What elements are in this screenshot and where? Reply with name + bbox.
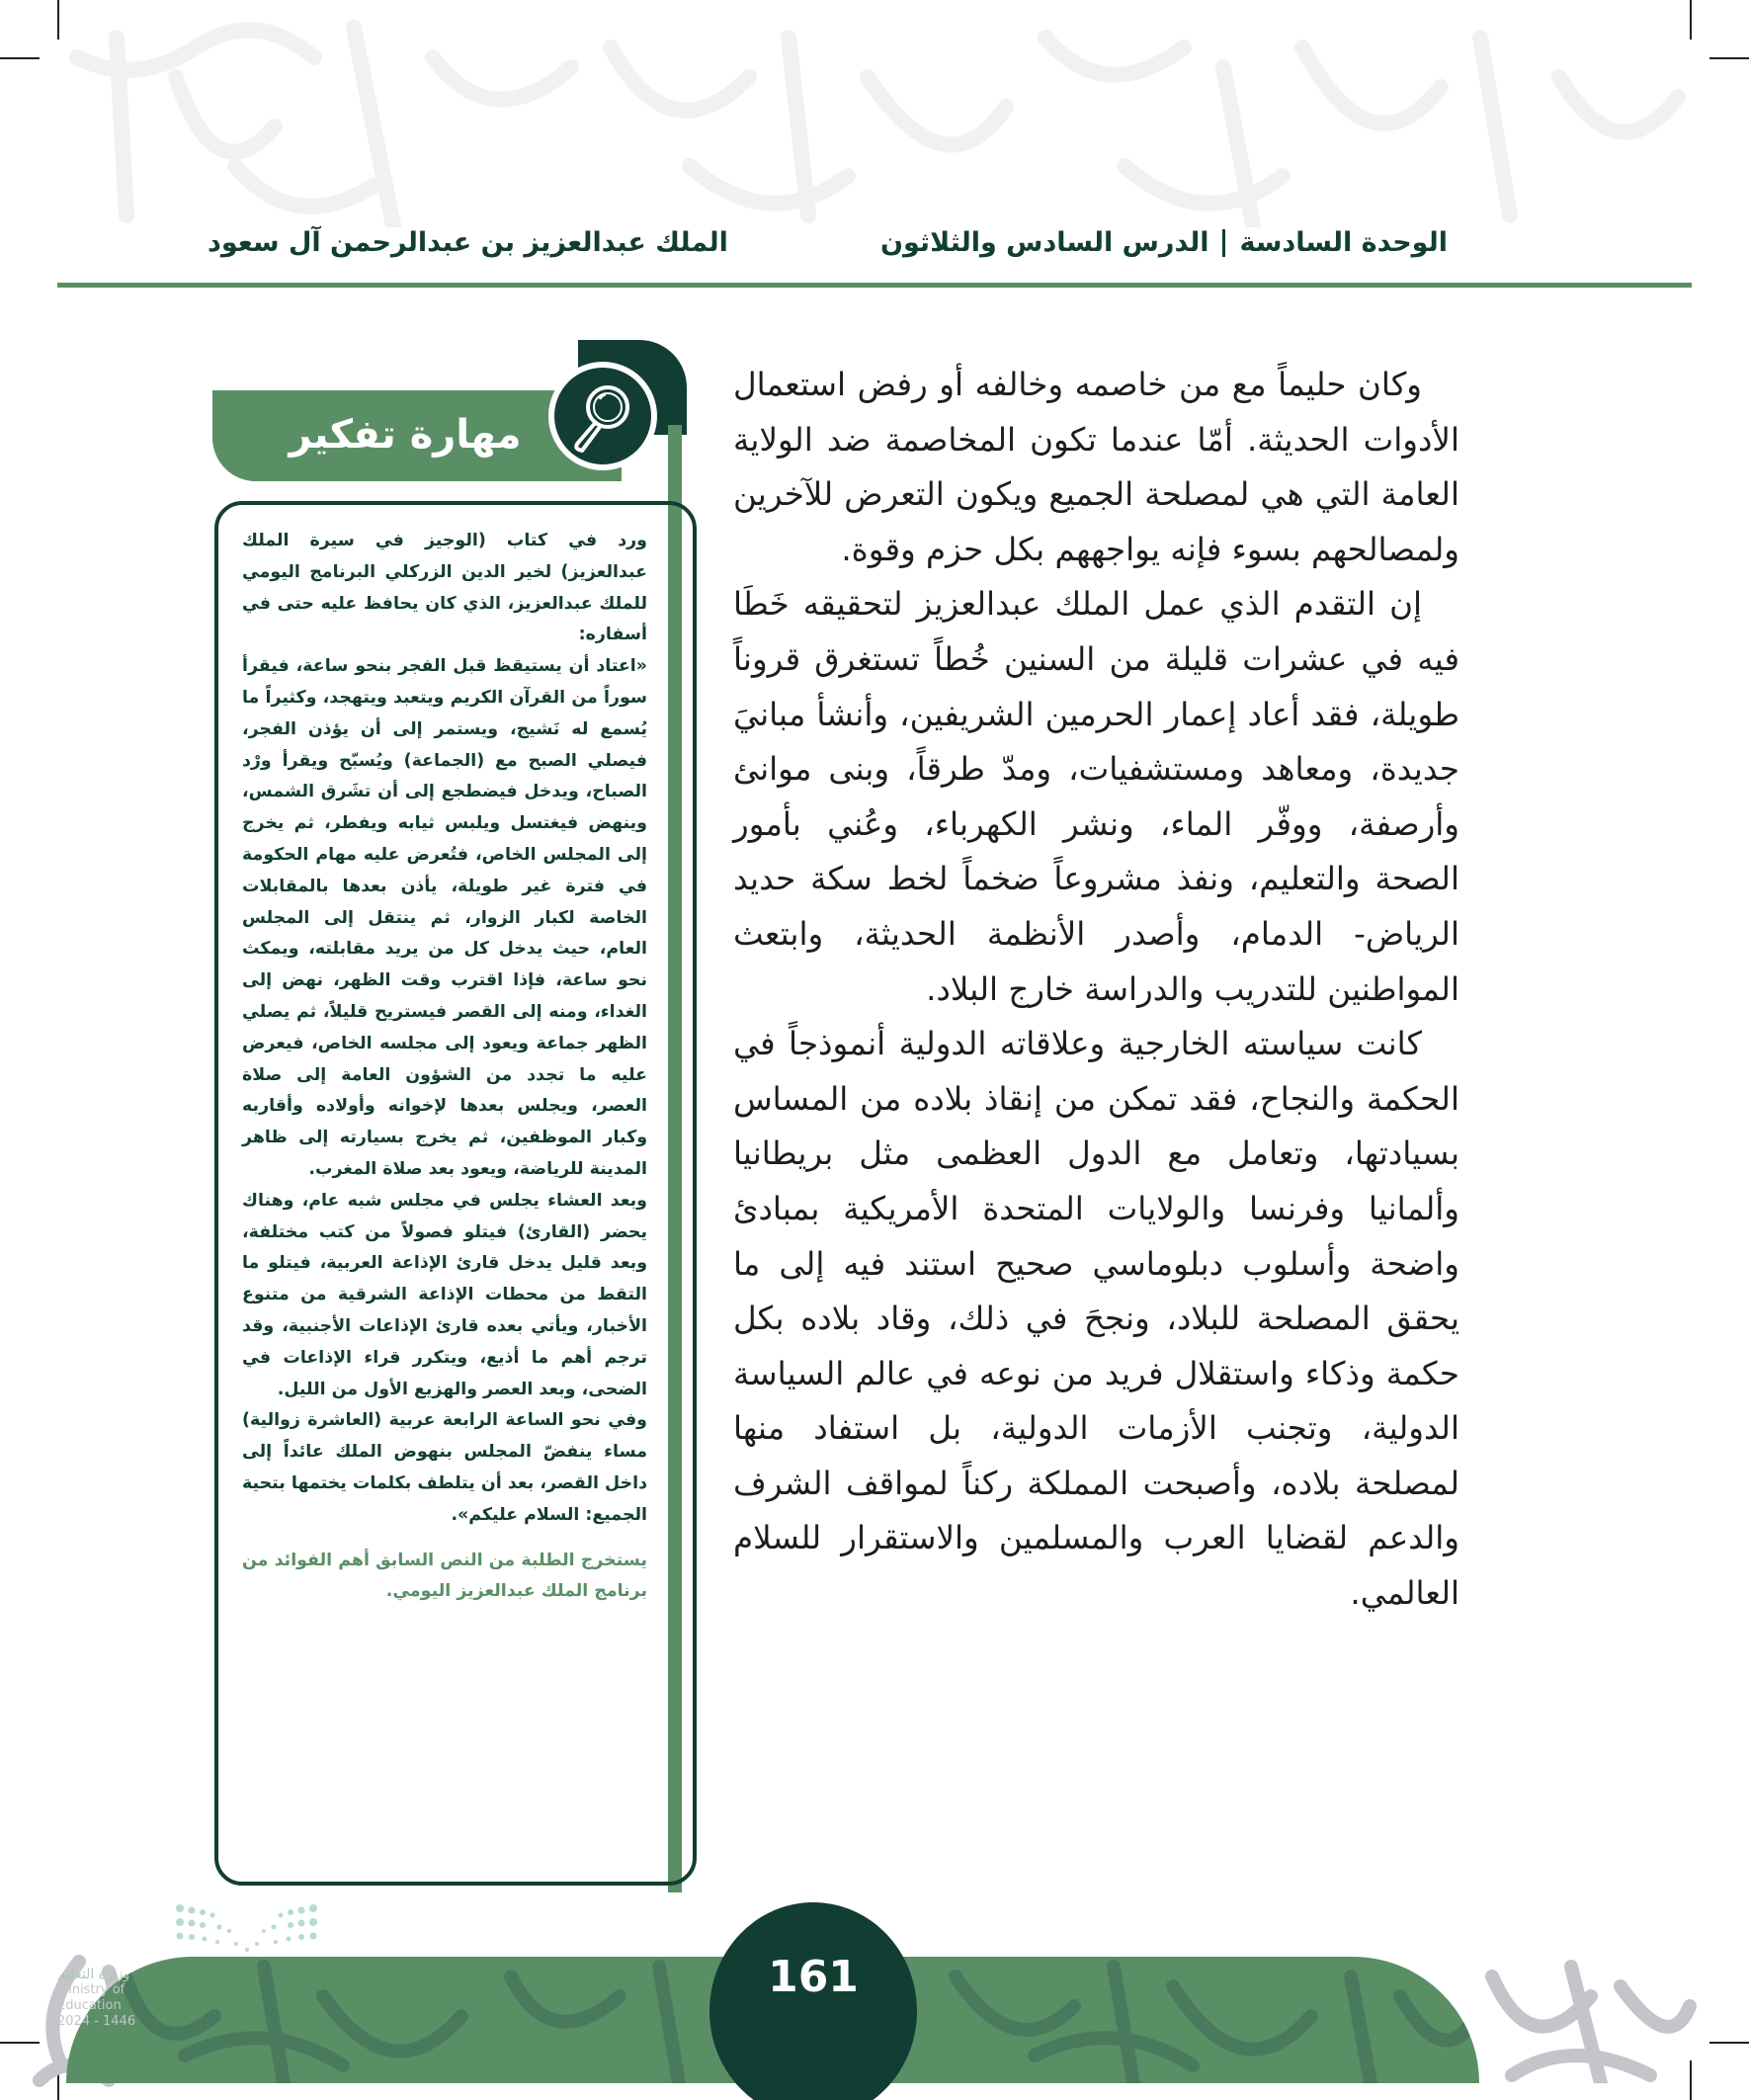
skill-paragraph: ورد في كتاب (الوجيز في سيرة الملك عبدالعزيز) لخير الدين الزركلي البرنامج اليومي للملك عبدالعزيز، الذي كان يحافظ عليه حتى في أسفاره:	[242, 531, 647, 645]
crop-mark	[0, 57, 40, 59]
header-rule	[57, 283, 1692, 288]
calligraphy-pattern-icon	[57, 18, 1692, 227]
skill-title: مهارة تفكير	[289, 412, 522, 458]
header-title: الملك عبدالعزيز بن عبدالرحمن آل سعود	[208, 226, 728, 258]
crop-mark	[1709, 57, 1749, 59]
calligraphy-pattern-icon	[1453, 1957, 1698, 2083]
skill-paragraph: «اعتاد أن يستيقظ قبل الفجر بنحو ساعة، فيقرأ سوراً من القرآن الكريم ويتعبد ويتهجد، وكثيراً ما يُسمع له نَشيج، ويستمر إلى أن يؤذن الفجر، فيصلي الصبح مع (الجماعة) ويُسبّح ويقرأ ورْد الصباح، ويدخل فيضطجع إلى أن تشَرق الشمس، وينهض فيغتسل ويلبس ثيابه ويفطر، ثم يخرج إلى المجلس الخاص، فتُعرض عليه مهام الحكومة في فترة غير طويلة، يأذن بعدها بالمقابلات الخاصة لكبار الزوار، ثم ينتقل إلى المجلس العام، حيث يدخل كل من يريد مقابلته، ويمكث نحو ساعة، فإذا اقترب وقت الظهر، نهض إلى الغداء، ومنه إلى القصر فيستريح قليلاً، ثم يصلي الظهر جماعة ويعود إلى مجلسه الخاص، فيعرض عليه ما تجدد من الشؤون العامة إلى صلاة العصر، ويجلس بعدها لإخوانه وأولاده وأقاربه وكبار الموظفين، ثم يخرج بسيارته إلى ظاهر المدينة للرياضة، ويعود بعد صلاة المغرب.	[242, 656, 647, 1179]
header-separator	[1222, 229, 1225, 257]
main-paragraph: كانت سياسته الخارجية وعلاقاته الدولية أنموذجاً في الحكمة والنجاح، فقد تمكن من إنقاذ بلاده من المساس بسيادتها، وتعامل مع الدول العظمى مثل بريطانيا وألمانيا وفرنسا والولايات المتحدة الأمريكية بمبادئ واضحة وأسلوب دبلوماسي صحيح استند فيه إلى ما يحقق المصلحة للبلاد، ونجحَ في ذلك، وقاد بلاده بكل حكمة وذكاء واستقلال فريد من نوعه في عالم السياسة الدولية، وتجنب الأزمات الدولية، بل استفاد منها لمصلحة بلاده، وأصبحت المملكة ركناً لمواقف الشرف والدعم لقضايا العرب والمسلمين والاستقرار للسلام العالمي.	[733, 1025, 1459, 1613]
calligraphy-background	[57, 18, 1692, 227]
watermark-year: 2024 - 1446	[57, 2014, 136, 2029]
header-unit: الوحدة السادسة	[1239, 226, 1448, 258]
skill-task: يستخرج الطلبة من النص السابق أهم الفوائد من برنامج الملك عبدالعزيز اليومي.	[242, 1550, 647, 1602]
magnifier-badge	[548, 362, 657, 470]
crop-mark	[1709, 2042, 1749, 2044]
skill-text	[242, 526, 647, 1608]
footer-gray-calligraphy-right	[1453, 1957, 1698, 2083]
skill-paragraph: وفي نحو الساعة الرابعة عربية (العاشرة زوالية) مساء ينفضّ المجلس بنهوض الملك عائداً إلى داخل القصر، بعد أن يتلطف بكلمات يختمها بتحية الجميع: السلام عليكم».	[242, 1410, 647, 1525]
header-unit-lesson	[880, 227, 1448, 258]
page-number: 161	[768, 1952, 859, 2002]
ministry-watermark	[57, 1967, 166, 2030]
running-header	[208, 219, 1448, 265]
main-text-column	[733, 358, 1459, 1622]
watermark-english: Ministry of Education	[57, 1982, 125, 2013]
page-number-badge	[709, 1902, 917, 2100]
magnifier-icon	[564, 378, 641, 455]
main-paragraph: وكان حليماً مع من خاصمه وخالفه أو رفض استعمال الأدوات الحديثة. أمّا عندما تكون المخاصمة ضد الولاية العامة التي هي لمصلحة الجميع ويكون التعرض للآخرين ولمصالحهم بسوء فإنه يواجههم بكل حزم وقوة.	[733, 366, 1459, 568]
ministry-dots-logo-icon	[170, 1902, 323, 1957]
skill-paragraph: وبعد العشاء يجلس في مجلس شبه عام، وهناك يحضر (القارئ) فيتلو فصولاً من كتب مختلفة، وبعد قليل يدخل قارئ الإذاعة العربية، فيتلو ما التقط من محطات الإذاعة الشرقية من متنوع الأخبار، ويأتي بعده قارئ الإذاعات الأجنبية، وقد ترجم أهم ما أذيع، ويتكرر قراء الإذاعات في الضحى، وبعد العصر والهزيع الأول من الليل.	[242, 1190, 647, 1399]
header-lesson: الدرس السادس والثلاثون	[879, 226, 1209, 258]
watermark-arabic: وزارة التعليم	[57, 1967, 130, 1982]
main-paragraph: إن التقدم الذي عمل الملك عبدالعزيز لتحقيقه خَطَا فيه في عشرات قليلة من السنين خُطاً تستغرق قروناً طويلة، فقد أعاد إعمار الحرمين الشريفين، وأنشأ مبانيَ جديدة، ومعاهد ومستشفيات، ومدّ طرقاً، وبنى موانئ وأرصفة، ووفّر الماء، ونشر الكهرباء، وعُني بأمور الصحة والتعليم، ونفذ مشروعاً ضخماً لخط سكة حديد الرياض- الدمام، وأصدر الأنظمة الحديثة، وابتعث المواطنين للتدريب والدراسة خارج البلاد.	[733, 585, 1459, 1008]
